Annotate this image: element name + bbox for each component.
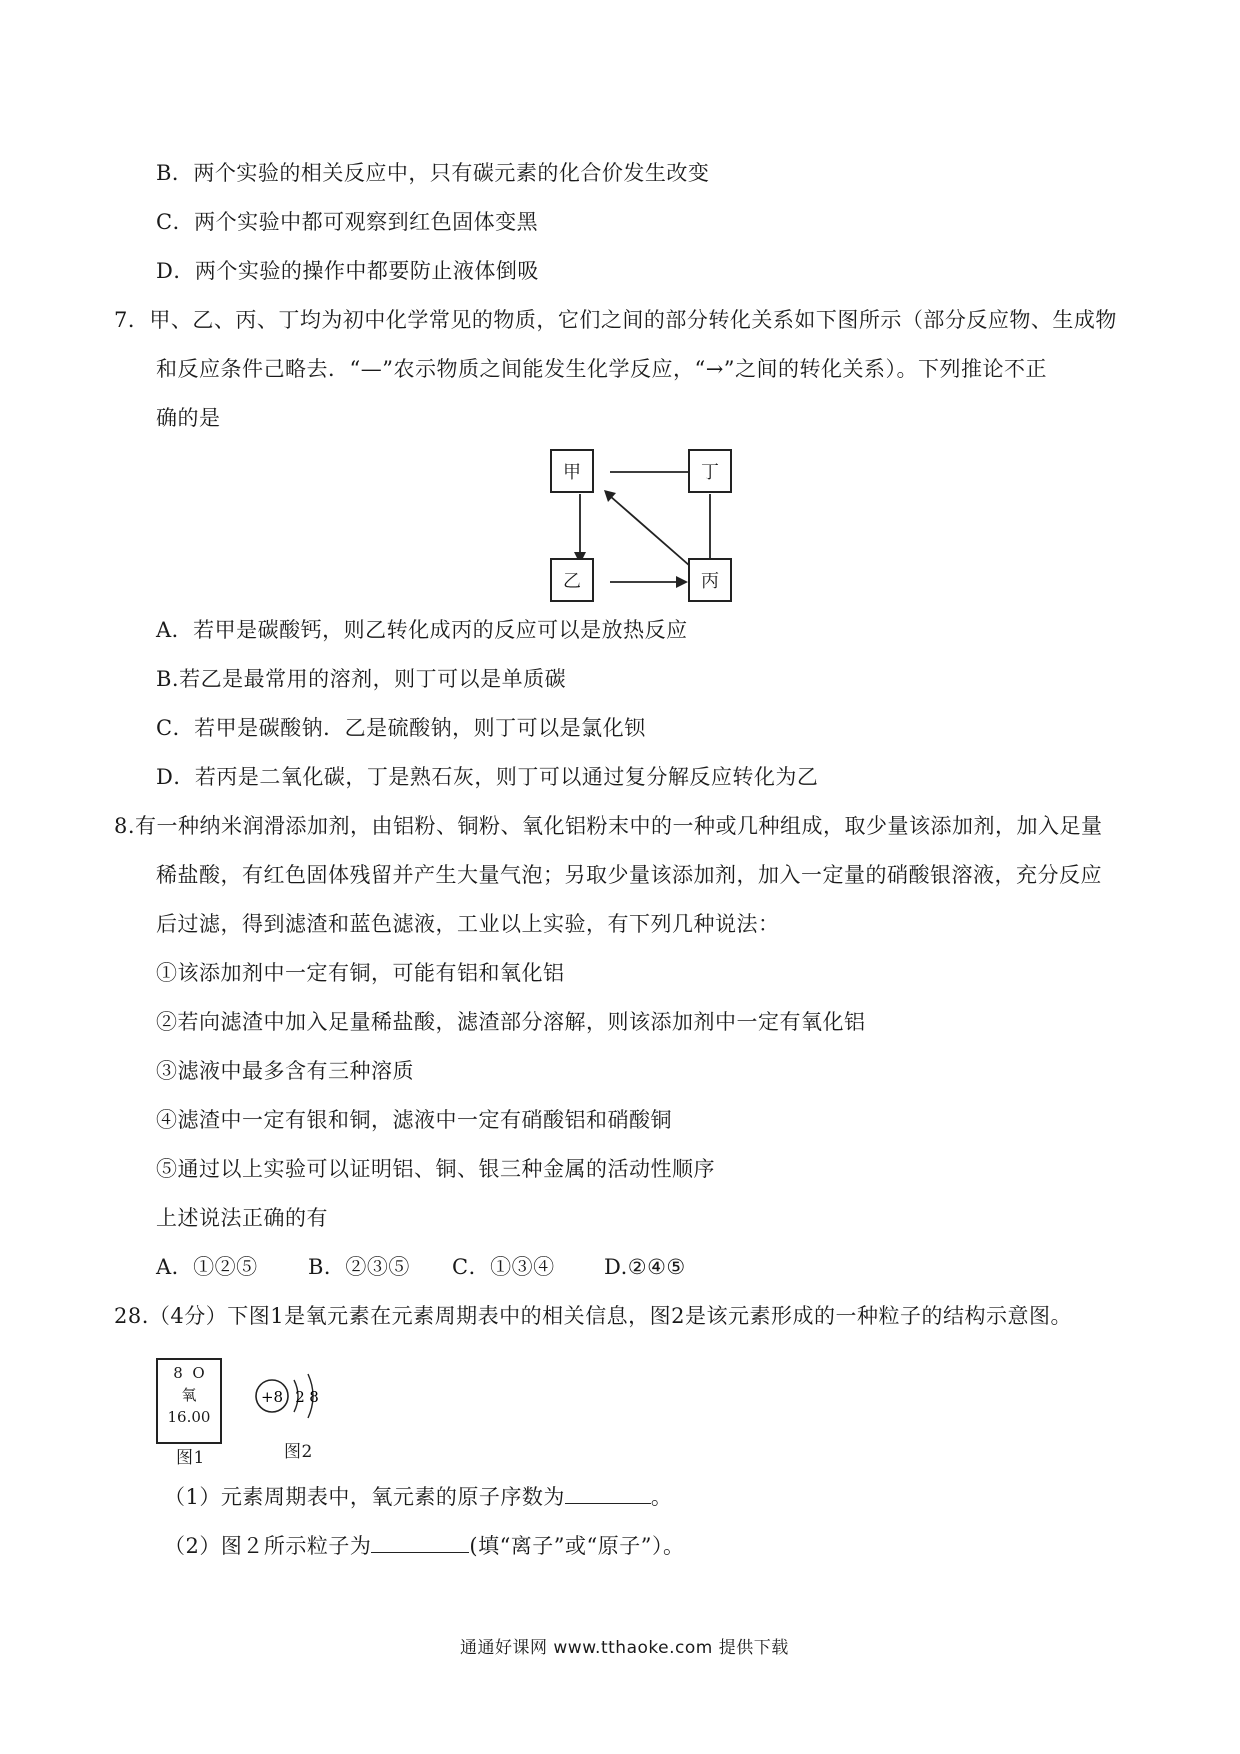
q7-option-a: A．若甲是碳酸钙，则乙转化成丙的反应可以是放热反应 — [156, 618, 688, 642]
q8-option-b: B．②③⑤ — [308, 1255, 410, 1279]
page-footer: 通通好课网 www.tthaoke.com 提供下载 — [460, 1638, 789, 1658]
q7-option-d: D．若丙是二氧化碳，丁是熟石灰，则丁可以通过复分解反应转化为乙 — [156, 765, 819, 789]
arrowhead-yi-to-bing — [676, 576, 688, 588]
periodic-table-card — [156, 1358, 222, 1444]
node-jia: 甲 — [550, 449, 594, 493]
answer-blank-1[interactable] — [565, 1481, 651, 1504]
q28-stem: 28.（4分）下图1是氧元素在元素周期表中的相关信息，图2是该元素形成的一种粒子的结构示意图。 — [114, 1304, 1072, 1328]
atom-structure-diagram — [250, 1360, 340, 1430]
q7-stem-line2: 和反应条件己略去．“—”农示物质之间能发生化学反应，“→”之间的转化关系）。下列推论不正 — [156, 357, 1048, 381]
shell-1-electrons: 2 — [295, 1388, 305, 1406]
q8-statement-2: ②若向滤渣中加入足量稀盐酸，滤渣部分溶解，则该添加剂中一定有氧化铝 — [156, 1010, 866, 1034]
figure-1-caption: 图1 — [176, 1448, 205, 1468]
q8-statement-1: ①该添加剂中一定有铜，可能有铝和氧化铝 — [156, 961, 565, 985]
q7-option-b: B.若乙是最常用的溶剂，则丁可以是单质碳 — [156, 667, 567, 691]
answer-blank-2[interactable] — [371, 1530, 469, 1553]
nucleus-charge: +8 — [260, 1388, 284, 1406]
q6-option-b: B．两个实验的相关反应中，只有碳元素的化合价发生改变 — [156, 161, 710, 185]
figure-2-caption: 图2 — [284, 1442, 313, 1462]
element-symbol: O — [192, 1364, 205, 1382]
q8-statement-5: ⑤通过以上实验可以证明铝、铜、银三种金属的活动性顺序 — [156, 1157, 715, 1181]
atomic-number: 8 — [173, 1364, 183, 1382]
q8-option-c: C．①③④ — [452, 1255, 555, 1279]
q28-part-2-end: (填“离子”或“原子”）。 — [469, 1534, 685, 1558]
q28-part-1-text: （1）元素周期表中，氧元素的原子序数为 — [164, 1485, 565, 1509]
q6-option-d: D．两个实验的操作中都要防止液体倒吸 — [156, 259, 539, 283]
q28-part-2 — [164, 1530, 685, 1561]
q8-stem-line1: 8.有一种纳米润滑添加剂，由铝粉、铜粉、氧化铝粉末中的一种或几种组成，取少量该添加剂，加入足量 — [114, 814, 1103, 838]
q7-stem-line1: 7．甲、乙、丙、丁均为初中化学常见的物质，它们之间的部分转化关系如下图所示（部分反应物、生成物 — [114, 308, 1117, 332]
node-yi: 乙 — [550, 558, 594, 602]
q8-option-a: A．①②⑤ — [156, 1255, 258, 1279]
q28-part-1-end: 。 — [650, 1485, 673, 1509]
element-name: 氧 — [181, 1386, 197, 1404]
q8-statement-4: ④滤渣中一定有银和铜，滤液中一定有硝酸铝和硝酸铜 — [156, 1108, 672, 1132]
q7-option-c: C．若甲是碳酸钠．乙是硫酸钠，则丁可以是氯化钡 — [156, 716, 646, 740]
q8-option-d: D.②④⑤ — [604, 1255, 686, 1279]
node-bing: 丙 — [688, 558, 732, 602]
arrow-bing-to-jia — [610, 496, 690, 566]
q28-part-1 — [164, 1481, 672, 1512]
q8-stem-line3: 后过滤，得到滤渣和蓝色滤液，工业以上实验，有下列几种说法： — [156, 912, 780, 936]
q7-stem-line3: 确的是 — [156, 406, 221, 430]
shell-2-electrons: 8 — [309, 1388, 319, 1406]
q28-part-2-text: （2）图２所示粒子为 — [164, 1534, 372, 1558]
atomic-mass: 16.00 — [167, 1408, 211, 1426]
q8-stem-line2: 稀盐酸，有红色固体残留并产生大量气泡；另取少量该添加剂，加入一定量的硝酸银溶液，充分反应 — [156, 863, 1102, 887]
q6-option-c: C．两个实验中都可观察到红色固体变黑 — [156, 210, 539, 234]
node-ding: 丁 — [688, 449, 732, 493]
q8-question: 上述说法正确的有 — [156, 1206, 328, 1230]
q8-statement-3: ③滤液中最多含有三种溶质 — [156, 1059, 414, 1083]
